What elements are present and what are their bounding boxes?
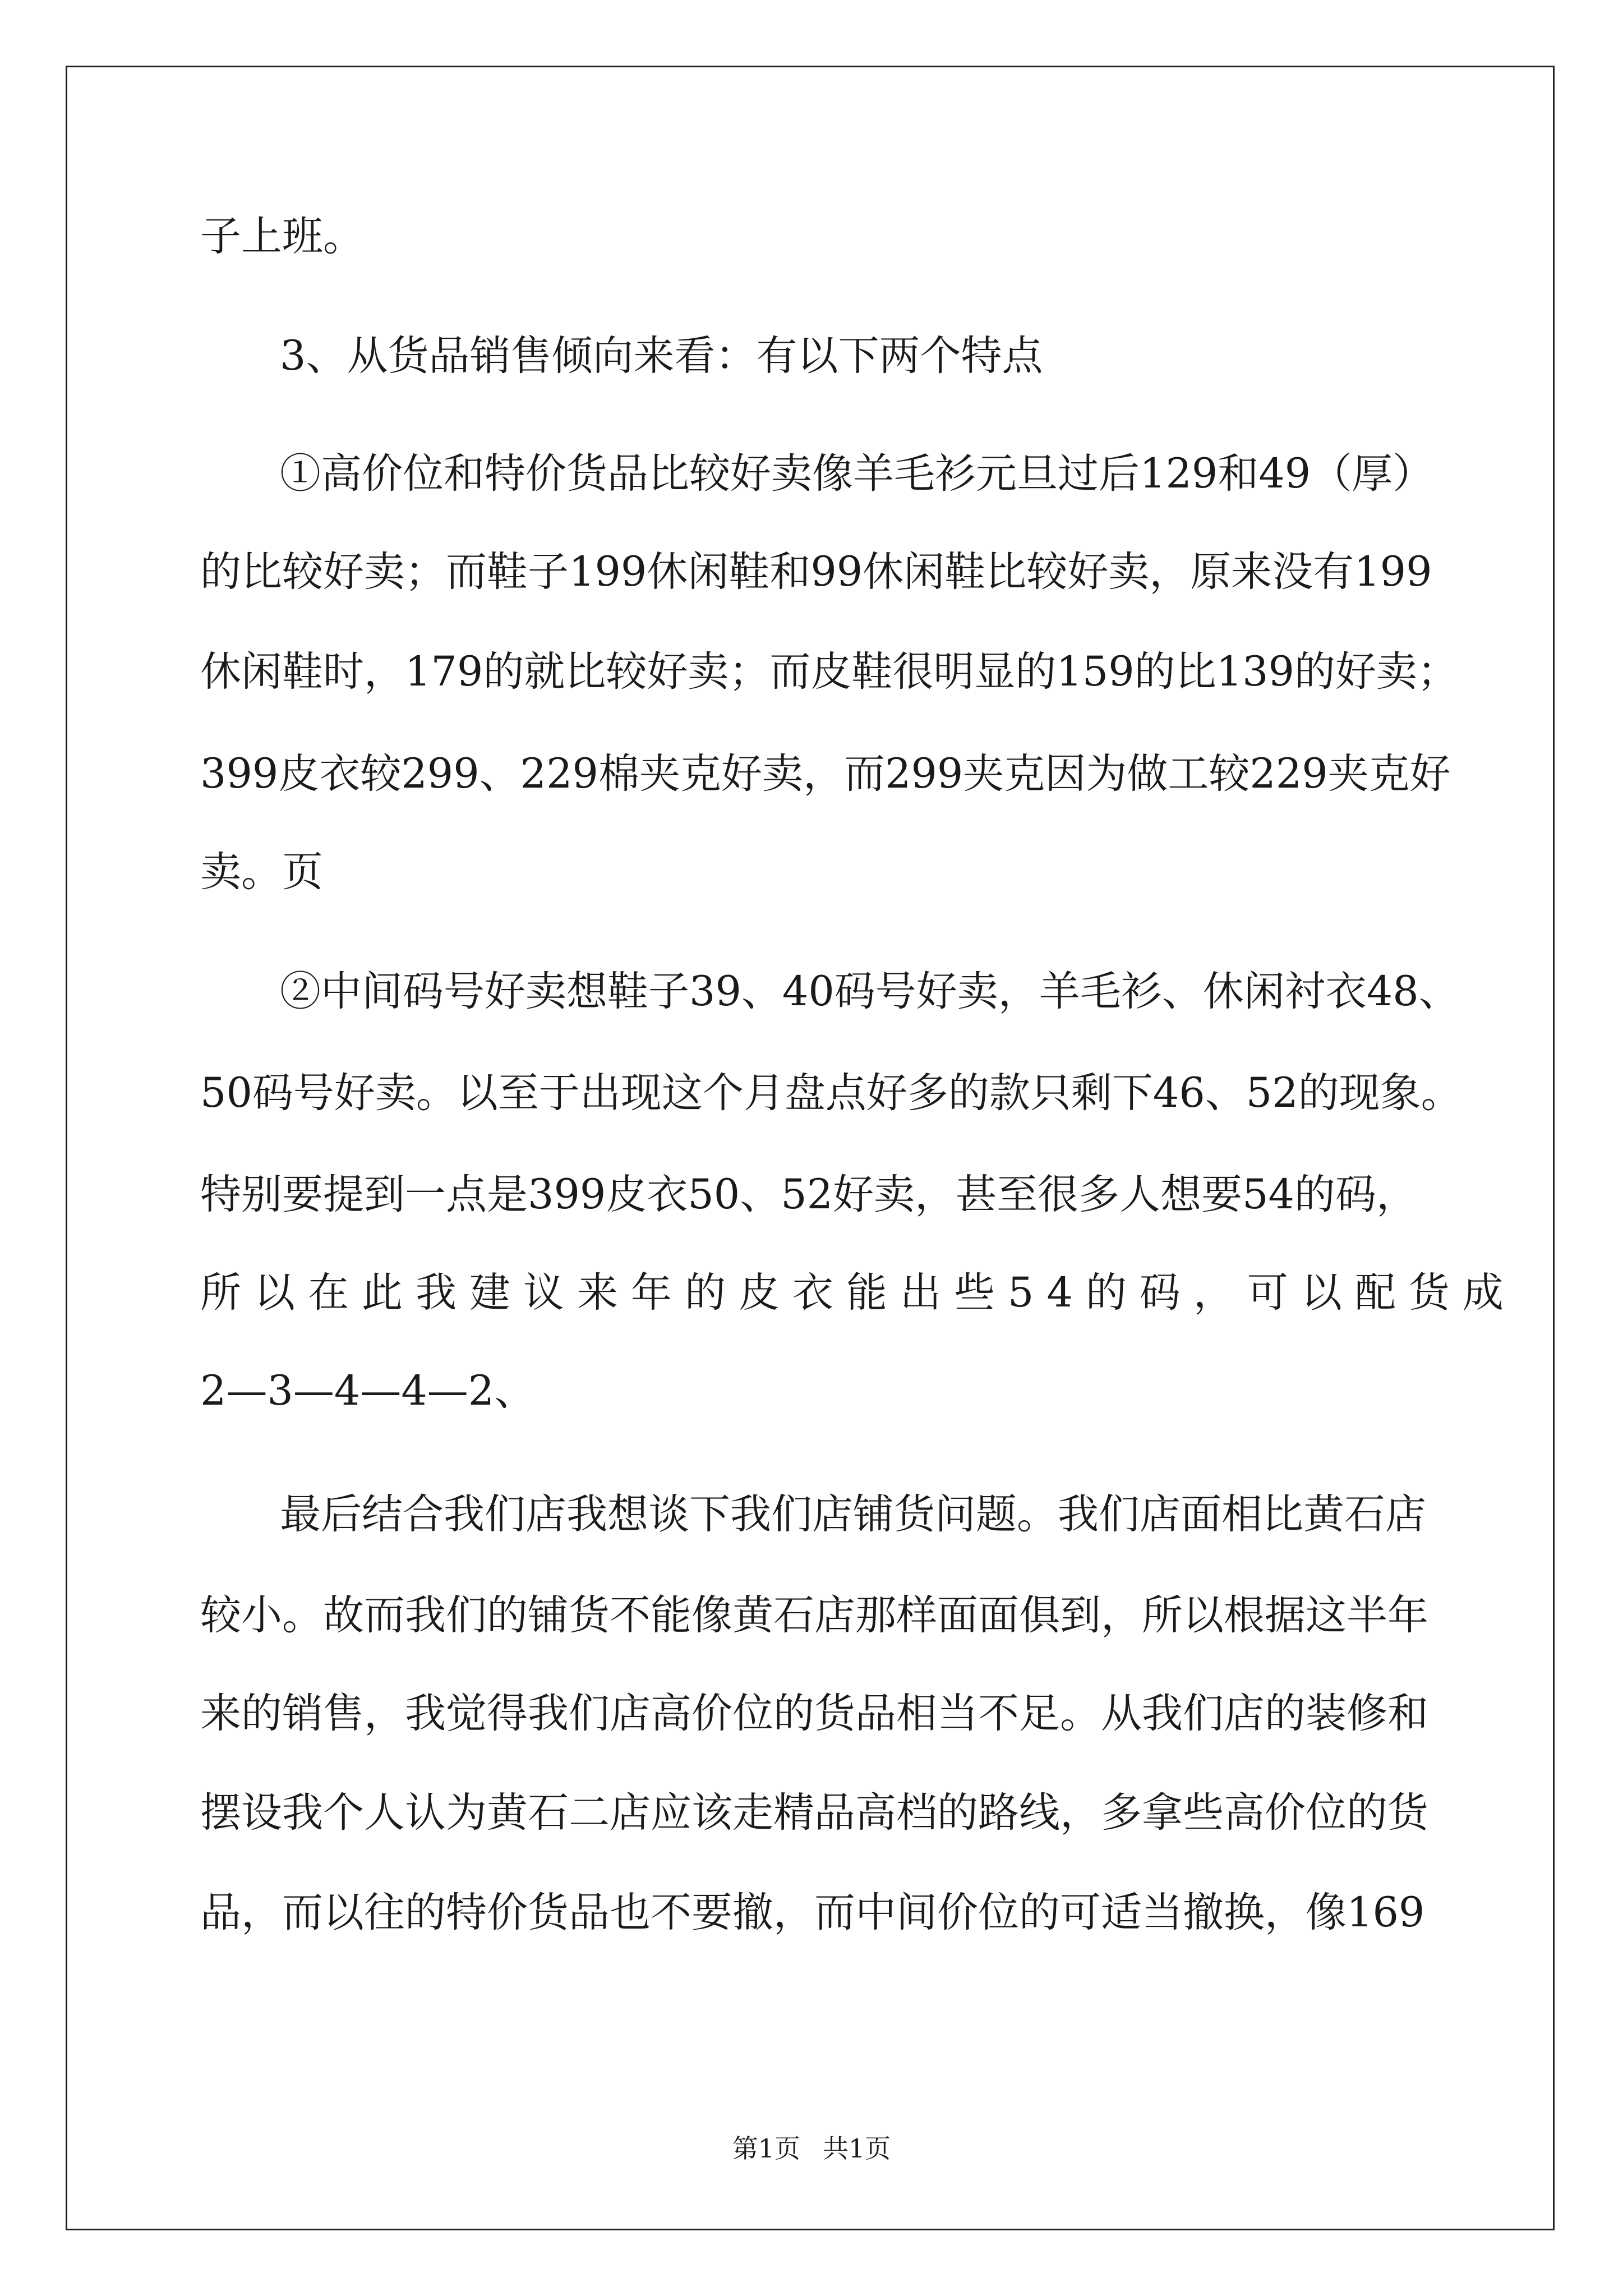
text-line: 399皮衣较299、229棉夹克好卖，而299夹克因为做工较229夹克好 [200,750,1451,798]
page-total: 共1页 [823,2133,891,2164]
text-line: 3、从货品销售倾向来看：有以下两个特点 [280,332,1043,380]
text-line: ②中间码号好卖想鞋子39、40码号好卖，羊毛衫、休闲衬衣48、 [280,968,1460,1015]
text-line: 50码号好卖。以至于出现这个月盘点好多的款只剩下46、52的现象。 [200,1069,1462,1117]
text-line: 的比较好卖；而鞋子199休闲鞋和99休闲鞋比较好卖，原来没有199 [200,548,1432,596]
text-line: 子上班。 [200,213,364,260]
text-line: ①高价位和特价货品比较好卖像羊毛衫元旦过后129和49（厚） [280,450,1434,498]
text-line: 特别要提到一点是399皮衣50、52好卖，甚至很多人想要54的码， [200,1171,1418,1218]
text-line: 摆设我个人认为黄石二店应该走精品高档的路线，多拿些高价位的货 [200,1789,1428,1837]
text-line: 卖。页 [200,848,323,896]
text-line: 休闲鞋时，179的就比较好卖；而皮鞋很明显的159的比139的好卖； [200,648,1459,696]
text-line: 2—3—4—4—2、 [200,1367,536,1415]
page-number: 第1页 [732,2133,800,2164]
page-footer [0,2132,1623,2165]
text-line: 来的销售，我觉得我们店高价位的货品相当不足。从我们店的装修和 [200,1690,1428,1737]
text-line: 所以在此我建议来年的皮衣能出些54的码，可以配货成 [200,1269,1516,1317]
text-line: 品，而以往的特价货品也不要撤，而中间价位的可适当撤换，像169 [200,1889,1425,1936]
text-line: 最后结合我们店我想谈下我们店铺货问题。我们店面相比黄石店 [280,1490,1426,1538]
text-line: 较小。故而我们的铺货不能像黄石店那样面面俱到，所以根据这半年 [200,1591,1428,1639]
